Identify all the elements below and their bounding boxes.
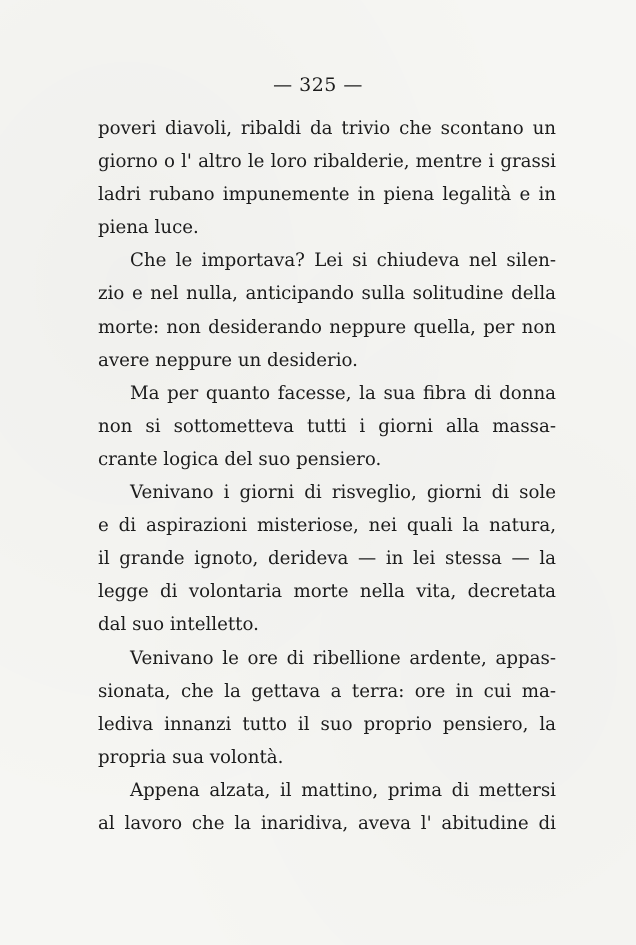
- text-line: e di aspirazioni misteriose, nei quali la natura,: [98, 515, 556, 537]
- text-line: Appena alzata, il mattino, prima di mettersi: [130, 779, 556, 801]
- text-line: propria sua volontà.: [98, 746, 284, 768]
- text-line: crante logica del suo pensiero.: [98, 448, 382, 470]
- text-line: lediva innanzi tutto il suo proprio pensiero, la: [98, 713, 556, 735]
- text-line: il grande ignoto, derideva — in lei stessa — la: [98, 548, 556, 570]
- text-line: sionata, che la gettava a terra: ore in cui ma-: [98, 680, 556, 702]
- text-line: dal suo intelletto.: [98, 614, 259, 636]
- text-line: piena luce.: [98, 217, 199, 239]
- body-text: [98, 112, 556, 840]
- text-line: giorno o l' altro le loro ribalderie, mentre i grassi: [98, 151, 556, 173]
- text-line: non si sottometteva tutti i giorni alla massa-: [98, 415, 556, 437]
- paragraph: [98, 112, 556, 244]
- text-line: Che le importava? Lei si chiudeva nel silen-: [130, 250, 556, 272]
- text-line: legge di volontaria morte nella vita, decretata: [98, 581, 556, 603]
- paragraph: [98, 642, 556, 774]
- text-line: morte: non desiderando neppure quella, per non: [98, 316, 556, 338]
- paragraph: [98, 774, 556, 840]
- text-line: al lavoro che la inaridiva, aveva l' abitudine di: [98, 812, 556, 834]
- text-line: Ma per quanto facesse, la sua fibra di donna: [130, 382, 556, 404]
- text-line: ladri rubano impunemente in piena legalità e in: [98, 184, 556, 206]
- paragraph: [98, 377, 556, 476]
- text-line: avere neppure un desiderio.: [98, 349, 358, 371]
- paragraph: [98, 476, 556, 641]
- text-line: zio e nel nulla, anticipando sulla solitudine della: [98, 283, 556, 305]
- page-number: — 325 —: [273, 74, 363, 96]
- text-line: Venivano i giorni di risveglio, giorni di sole: [130, 482, 556, 504]
- text-line: poveri diavoli, ribaldi da trivio che scontano un: [98, 118, 556, 139]
- text-line: Venivano le ore di ribellione ardente, appas-: [130, 647, 556, 669]
- paragraph: [98, 244, 556, 376]
